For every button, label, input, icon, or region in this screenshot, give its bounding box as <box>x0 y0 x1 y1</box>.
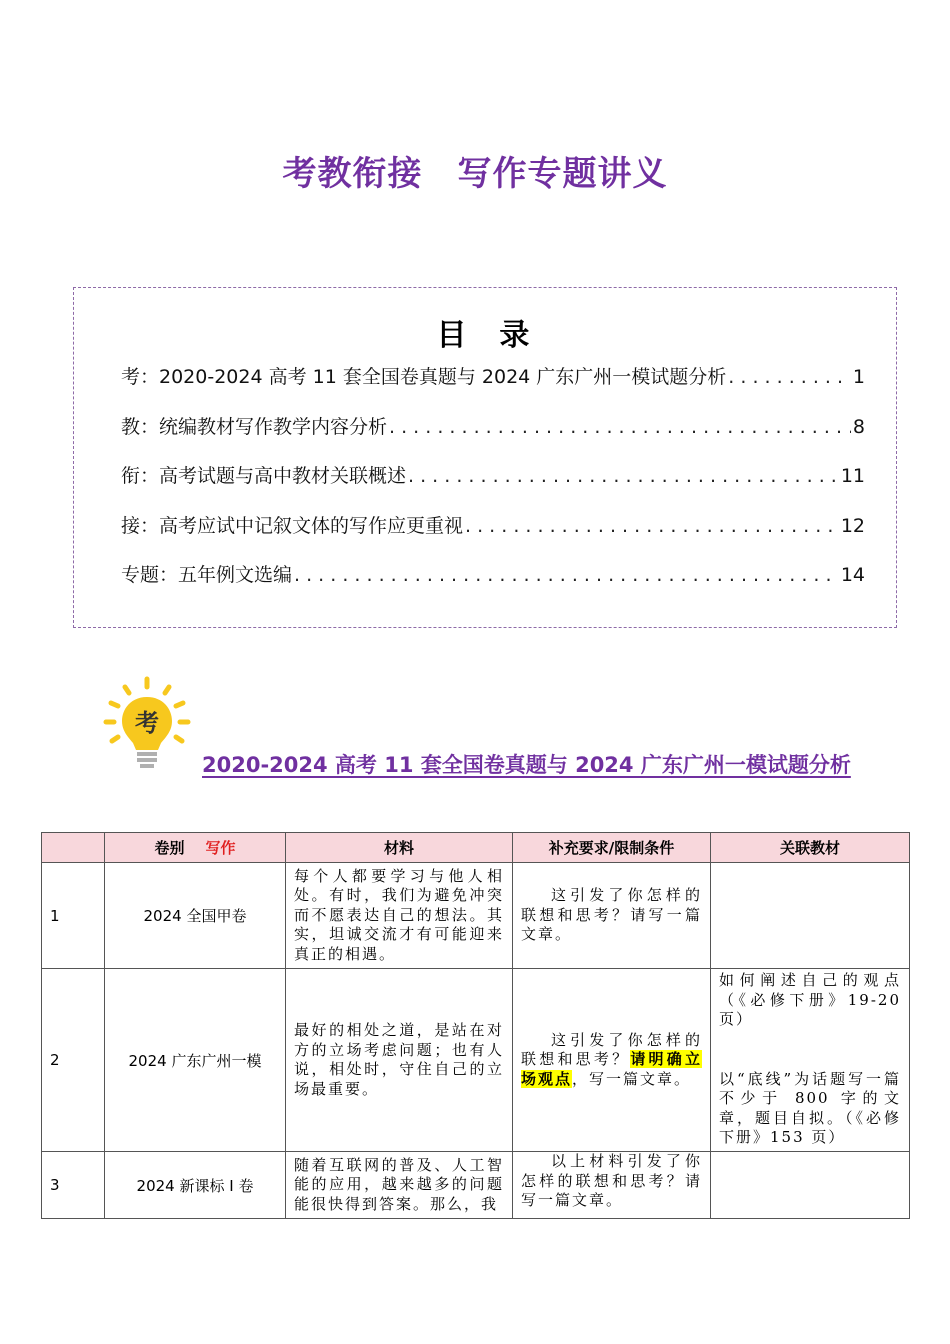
spacer <box>719 1030 901 1070</box>
table-row <box>42 969 910 1152</box>
toc-item[interactable] <box>121 560 865 610</box>
header-textbook: 关联教材 <box>711 833 910 863</box>
section-title-link[interactable]: 2020-2024 高考 11 套全国卷真题与 2024 广东广州一模试题分析 <box>202 753 851 777</box>
toc-item-label: 接：高考应试中记叙文体的写作应更重视 <box>121 514 464 537</box>
toc-list <box>121 362 865 610</box>
toc-item-page: 11 <box>840 465 865 488</box>
toc-item[interactable] <box>121 362 865 412</box>
header-requirement: 补充要求/限制条件 <box>513 833 711 863</box>
toc-leader-dots <box>294 564 839 586</box>
row-textbook <box>711 969 910 1152</box>
row-number: 3 <box>42 1152 105 1219</box>
table-row <box>42 863 910 969</box>
header-num <box>42 833 105 863</box>
textbook-reference: 如何阐述自己的观点（《必修下册》19-20 页） <box>719 971 901 1028</box>
toc-item-label: 教：统编教材写作教学内容分析 <box>121 415 388 438</box>
row-number: 1 <box>42 863 105 969</box>
row-paper: 2024 新课标 I 卷 <box>105 1152 286 1219</box>
row-textbook <box>711 863 910 969</box>
header-paper <box>105 833 286 863</box>
header-paper-label: 卷别 <box>154 839 185 857</box>
toc-item-page: 12 <box>840 514 865 537</box>
toc-item-page: 8 <box>852 415 865 438</box>
row-paper: 2024 全国甲卷 <box>105 863 286 969</box>
toc-leader-dots <box>728 366 851 388</box>
toc-heading: 目 录 <box>436 318 534 353</box>
toc-item[interactable] <box>121 511 865 561</box>
header-writing-label: 写作 <box>205 839 236 857</box>
toc-leader-dots <box>389 416 851 438</box>
row-requirement: 以上材料引发了你怎样的联想和思考？请写一篇文章。 <box>513 1152 711 1219</box>
toc-item[interactable] <box>121 461 865 511</box>
row-textbook <box>711 1152 910 1219</box>
row-requirement: 这引发了你怎样的联想和思考？请写一篇文章。 <box>513 863 711 969</box>
table-row <box>42 1152 910 1219</box>
highlighted-requirement: 请明确立场观点 <box>521 1050 702 1088</box>
header-material: 材料 <box>286 833 513 863</box>
exam-analysis-table <box>41 832 910 1219</box>
toc-leader-dots <box>465 515 839 537</box>
lightbulb-icon <box>100 675 195 775</box>
row-material: 随着互联网的普及、人工智能的应用，越来越多的问题能很快得到答案。那么，我 <box>286 1152 513 1219</box>
row-requirement <box>513 969 711 1152</box>
toc-leader-dots <box>408 465 839 487</box>
toc-item-label: 衔：高考试题与高中教材关联概述 <box>121 465 407 488</box>
toc-item-label: 专题：五年例文选编 <box>121 564 293 587</box>
row-material: 最好的相处之道，是站在对方的立场考虑问题；也有人说，相处时，守住自己的立场最重要。 <box>286 969 513 1152</box>
table-of-contents <box>73 287 897 628</box>
requirement-text: 这引发了你怎样的联想和思考？ <box>521 1030 702 1069</box>
toc-item-label: 考：2020-2024 高考 11 套全国卷真题与 2024 广东广州一模试题分析 <box>121 366 727 388</box>
row-number: 2 <box>42 969 105 1152</box>
table-header-row <box>42 833 910 863</box>
requirement-text: ，写一篇文章。 <box>572 1069 692 1088</box>
row-paper: 2024 广东广州一模 <box>105 969 286 1152</box>
toc-item-page: 14 <box>840 564 865 587</box>
toc-item[interactable] <box>121 412 865 462</box>
textbook-reference: 以“底线”为话题写一篇不少于 800 字的文章，题目自拟。（《必修下册》153 页） <box>719 1069 901 1146</box>
row-material: 每个人都要学习与他人相处。有时，我们为避免冲突而不愿表达自己的想法。其实，坦诚交流才有可能迎来真正的相遇。 <box>286 863 513 969</box>
toc-item-page: 1 <box>852 366 865 388</box>
document-title: 考教衔接 写作专题讲义 <box>282 154 668 194</box>
bulb-character: 考 <box>135 709 159 737</box>
